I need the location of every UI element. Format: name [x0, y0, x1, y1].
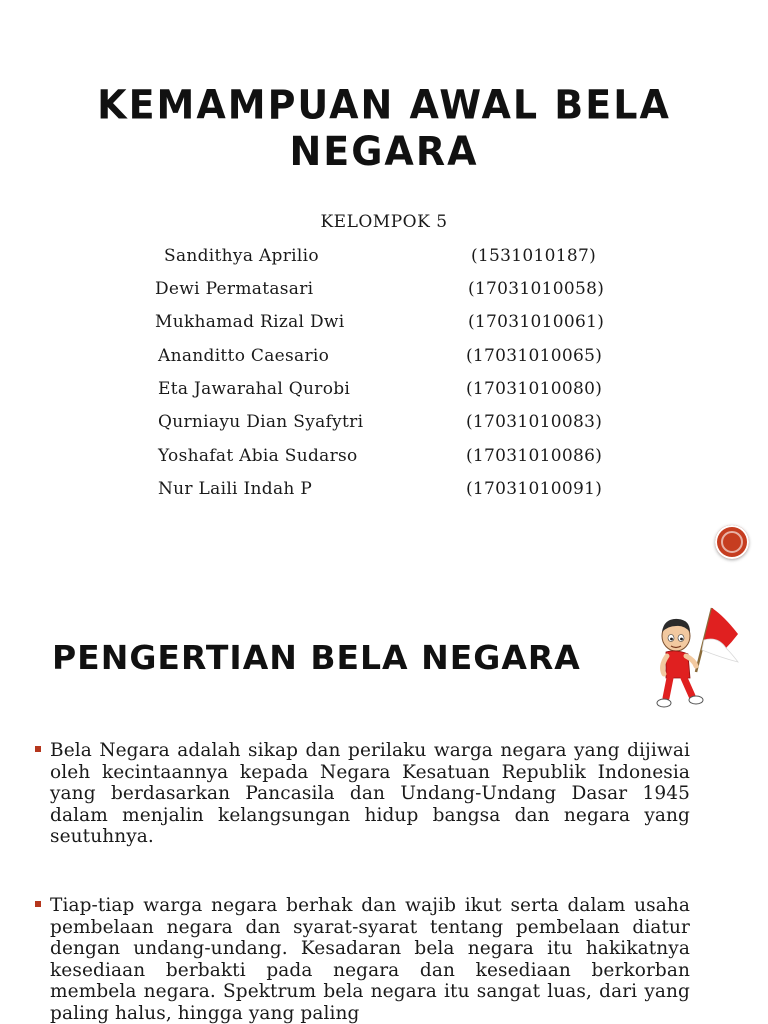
member-name: Eta Jawarahal Qurobi — [158, 379, 351, 399]
member-id: (17031010058) — [468, 279, 605, 299]
next-slide-circle-icon[interactable] — [715, 525, 749, 559]
slide-2 — [0, 582, 768, 1024]
bullet-marker-icon — [35, 901, 41, 907]
bullet-text: Tiap-tiap warga negara berhak dan wajib ikut serta dalam usaha pembelaan negara dan syarat-syarat tentang pembelaan diatur dengan undang-undang. Kesadaran bela negara itu hakikatnya kesediaan berbakti pada negara dan kesediaan berkorban membela negara. Spektrum bela negara itu sangat luas, dari yang paling halus, hingga yang paling — [50, 895, 690, 1024]
bullet-text: Bela Negara adalah sikap dan perilaku warga negara yang dijiwai oleh kecintaannya kepada Negara Kesatuan Republik Indonesia yang berdasarkan Pancasila dan Undang-Undang Dasar 1945 dalam menjalin kelangsungan hidup bangsa dan negara yang seutuhnya. — [50, 740, 690, 847]
slide-title: KEMAMPUAN AWAL BELA NEGARA — [97, 81, 671, 175]
boy-with-indonesian-flag-icon — [652, 594, 744, 714]
group-label: KELOMPOK 5 — [320, 212, 448, 232]
member-id: (17031010061) — [468, 312, 605, 332]
bullet-marker-icon — [35, 746, 41, 752]
member-row — [0, 346, 768, 370]
member-id: (17031010091) — [466, 479, 603, 499]
member-row — [0, 279, 768, 303]
member-name: Qurniayu Dian Syafytri — [158, 412, 364, 432]
member-id: (17031010080) — [466, 379, 603, 399]
member-id: (1531010187) — [471, 246, 597, 266]
member-row — [0, 312, 768, 336]
member-id: (17031010065) — [466, 346, 603, 366]
member-name: Mukhamad Rizal Dwi — [155, 312, 345, 332]
member-name: Nur Laili Indah P — [158, 479, 313, 499]
member-name: Ananditto Caesario — [158, 346, 330, 366]
bullet-paragraph — [50, 895, 690, 1024]
member-row — [0, 246, 768, 270]
member-name: Sandithya Aprilio — [164, 246, 319, 266]
member-id: (17031010086) — [466, 446, 603, 466]
bullet-paragraph — [50, 740, 690, 848]
member-id: (17031010083) — [466, 412, 603, 432]
member-row — [0, 412, 768, 436]
member-name: Dewi Permatasari — [155, 279, 314, 299]
slide-title: PENGERTIAN BELA NEGARA — [52, 638, 581, 677]
member-row — [0, 379, 768, 403]
member-name: Yoshafat Abia Sudarso — [158, 446, 358, 466]
member-row — [0, 446, 768, 470]
member-row — [0, 479, 768, 503]
